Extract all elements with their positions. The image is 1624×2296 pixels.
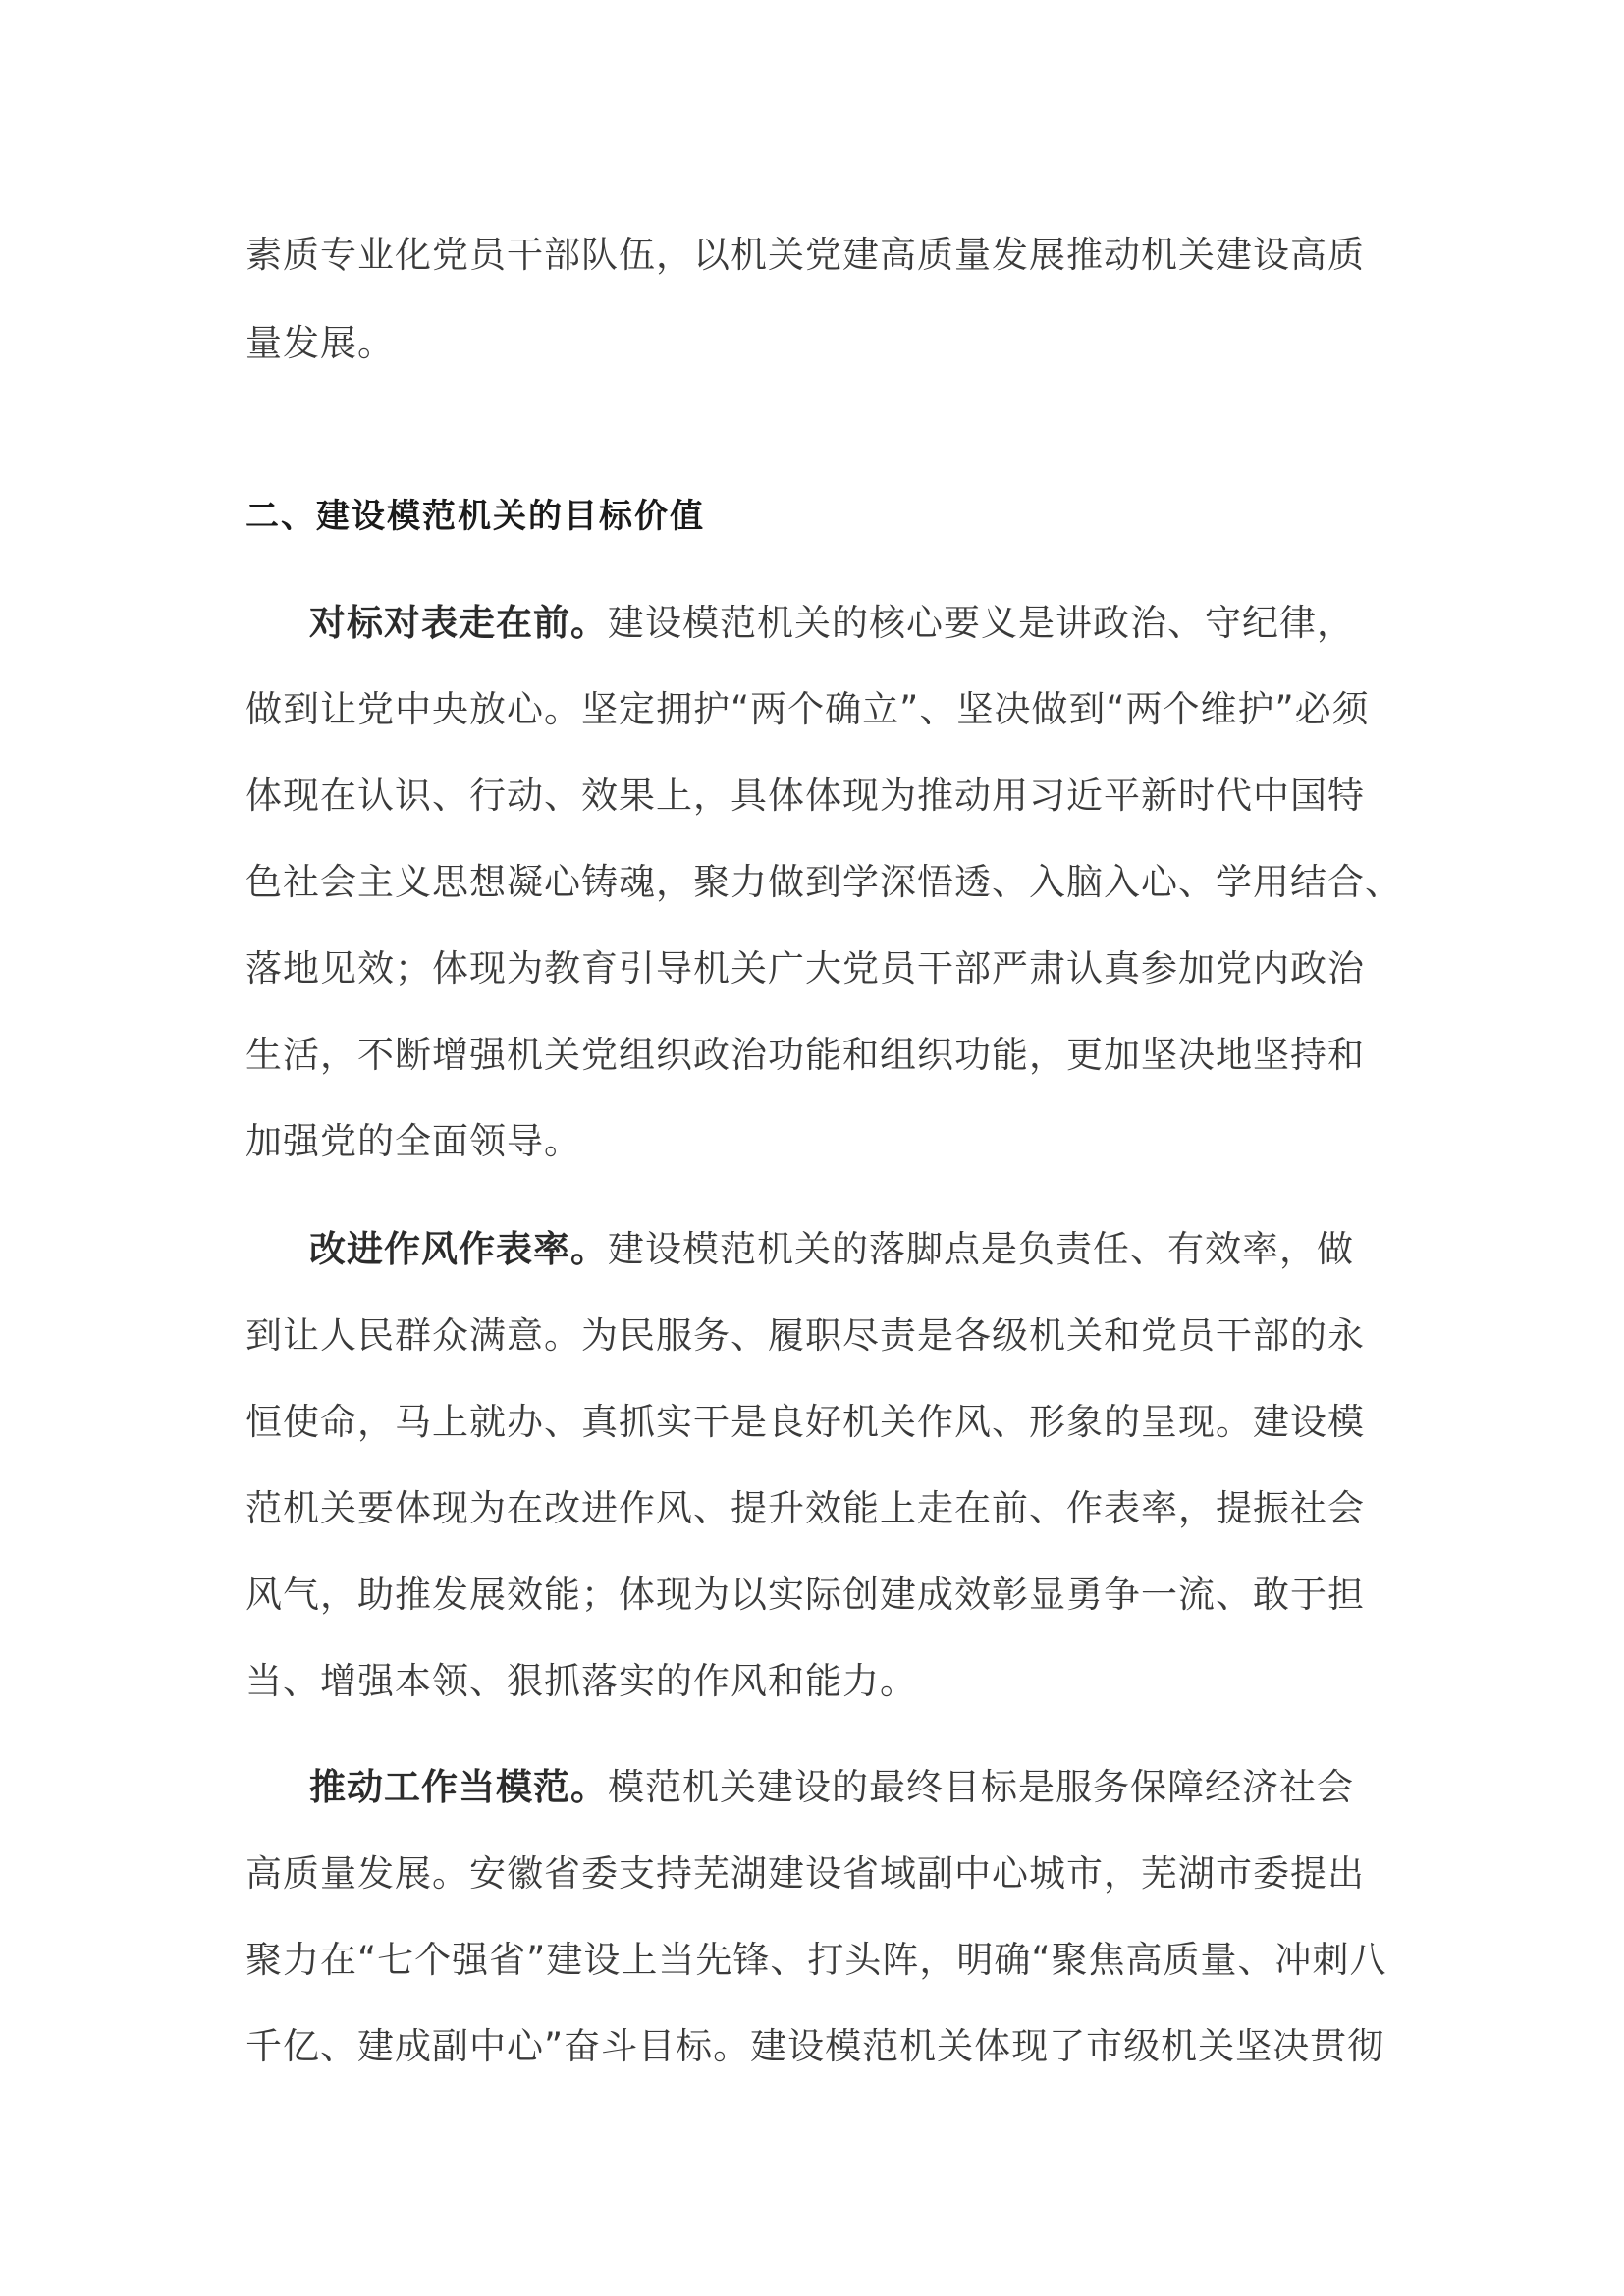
text-line: 高质量发展。安徽省委支持芜湖建设省域副中心城市，芜湖市委提出 bbox=[245, 1852, 1365, 1895]
text-line: 到让人民群众满意。为民服务、履职尽责是各级机关和党员干部的永 bbox=[245, 1314, 1365, 1357]
text-line: 加强党的全面领导。 bbox=[245, 1120, 581, 1162]
paragraph-text: 模范机关建设的最终目标是服务保障经济社会 bbox=[608, 1766, 1354, 1808]
text-line: 素质专业化党员干部队伍，以机关党建高质量发展推动机关建设高质 bbox=[245, 234, 1365, 276]
text-line: 体现在认识、行动、效果上，具体体现为推动用习近平新时代中国特 bbox=[245, 774, 1365, 817]
paragraph-text: 建设模范机关的落脚点是负责任、有效率，做 bbox=[608, 1228, 1354, 1270]
text-line: 量发展。 bbox=[245, 322, 395, 364]
paragraph-lead: 改进作风作表率。 bbox=[309, 1228, 608, 1270]
text-line: 千亿、建成副中心”奋斗目标。建设模范机关体现了市级机关坚决贯彻 bbox=[245, 2025, 1385, 2067]
text-line: 恒使命，马上就办、真抓实干是良好机关作风、形象的呈现。建设模 bbox=[245, 1401, 1365, 1443]
paragraph-text: 建设模范机关的核心要义是讲政治、守纪律， bbox=[608, 602, 1354, 644]
section-heading: 二、建设模范机关的目标价值 bbox=[245, 497, 705, 536]
paragraph-first-line bbox=[309, 600, 1404, 647]
text-line: 范机关要体现为在改进作风、提升效能上走在前、作表率，提振社会 bbox=[245, 1487, 1365, 1529]
paragraph-lead: 推动工作当模范。 bbox=[309, 1766, 608, 1808]
text-line: 色社会主义思想凝心铸魂，聚力做到学深悟透、入脑入心、学用结合、 bbox=[245, 861, 1402, 903]
text-line: 落地见效；体现为教育引导机关广大党员干部严肃认真参加党内政治 bbox=[245, 947, 1365, 989]
paragraph-first-line bbox=[309, 1226, 1404, 1273]
paragraph-first-line bbox=[309, 1764, 1404, 1811]
text-line: 做到让党中央放心。坚定拥护“两个确立”、坚决做到“两个维护”必须 bbox=[245, 688, 1370, 730]
text-line: 当、增强本领、狠抓落实的作风和能力。 bbox=[245, 1660, 917, 1702]
text-line: 风气，助推发展效能；体现为以实际创建成效彰显勇争一流、敢于担 bbox=[245, 1574, 1365, 1616]
paragraph-lead: 对标对表走在前。 bbox=[309, 602, 608, 644]
text-line: 聚力在“七个强省”建设上当先锋、打头阵，明确“聚焦高质量、冲刺八 bbox=[245, 1939, 1387, 1981]
text-line: 生活，不断增强机关党组织政治功能和组织功能，更加坚决地坚持和 bbox=[245, 1034, 1365, 1076]
